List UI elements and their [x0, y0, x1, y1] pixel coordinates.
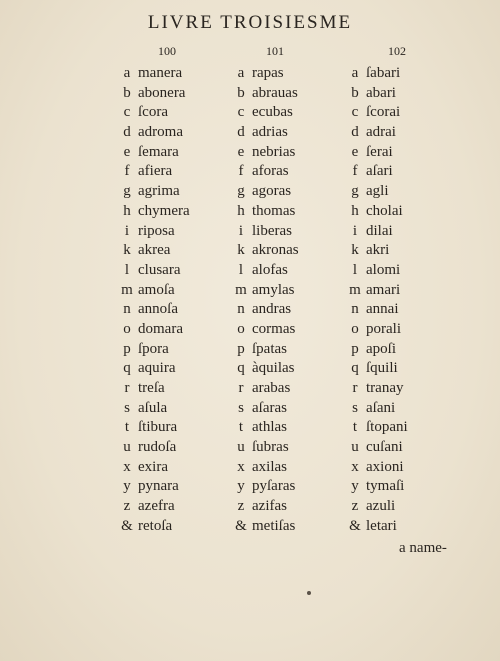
- entry-letter: c: [123, 104, 131, 121]
- entry-word: pynara: [138, 478, 179, 495]
- entry-word: alofas: [252, 261, 288, 278]
- entry-row: [120, 300, 190, 320]
- entry-letter: l: [238, 261, 244, 278]
- entry-row: [348, 84, 408, 104]
- entry-word: tranay: [366, 380, 404, 396]
- entry-word: aſula: [138, 399, 168, 416]
- entry-word: manera: [138, 65, 183, 81]
- entry-letter: &: [235, 517, 247, 534]
- entry-row: [120, 497, 190, 517]
- entry-word: ſpatas: [252, 340, 287, 357]
- entry-word: thomas: [252, 202, 296, 219]
- entry-row: [348, 103, 408, 123]
- entry-word: chymera: [138, 202, 190, 219]
- entry-row: [234, 241, 299, 261]
- entry-letter: q: [123, 360, 131, 377]
- entry-word: ſemara: [138, 143, 179, 160]
- entry-letter: b: [237, 84, 245, 101]
- entry-letter: r: [124, 380, 130, 396]
- entry-row: [120, 477, 190, 497]
- entry-letter: s: [238, 399, 244, 416]
- entry-letter: y: [351, 478, 359, 495]
- entry-word: ſtibura: [138, 419, 178, 436]
- entry-row: [120, 162, 190, 182]
- entry-letter: e: [123, 143, 131, 160]
- entry-word: abrauas: [252, 84, 298, 101]
- entry-word: apoſi: [366, 340, 396, 357]
- entry-letter: k: [351, 242, 359, 259]
- entry-row: [120, 438, 190, 458]
- entry-row: [120, 222, 190, 242]
- entry-letter: m: [235, 281, 247, 298]
- entry-letter: i: [352, 222, 358, 239]
- entry-letter: r: [238, 380, 244, 396]
- entry-word: rapas: [252, 65, 284, 81]
- entry-letter: t: [124, 419, 130, 436]
- entry-row: [348, 300, 408, 320]
- entry-letter: a: [351, 65, 359, 81]
- entry-letter: o: [351, 320, 359, 337]
- entry-row: [234, 320, 299, 340]
- entry-row: [120, 340, 190, 360]
- entry-letter: h: [123, 202, 131, 219]
- entry-letter: n: [237, 301, 245, 318]
- entry-word: pyſaras: [252, 478, 296, 495]
- entry-row: [234, 222, 299, 242]
- entry-word: alomi: [366, 261, 401, 278]
- entry-word: dilai: [366, 222, 393, 239]
- entry-letter: s: [124, 399, 130, 416]
- entry-row: [348, 399, 408, 419]
- entry-letter: x: [237, 458, 245, 475]
- entry-word: adrias: [252, 124, 288, 141]
- entry-letter: b: [351, 84, 359, 101]
- entry-row: [120, 458, 190, 478]
- entry-row: [348, 202, 408, 222]
- entry-letter: p: [123, 340, 131, 357]
- entry-letter: l: [352, 261, 358, 278]
- entry-word: andras: [252, 301, 292, 318]
- entry-row: [234, 202, 299, 222]
- entry-letter: t: [238, 419, 244, 436]
- entry-row: [234, 458, 299, 478]
- entry-row: [120, 399, 190, 419]
- entry-letter: f: [352, 163, 358, 180]
- word-column-102: [348, 64, 408, 537]
- entry-word: arabas: [252, 380, 291, 396]
- entry-letter: h: [351, 202, 359, 219]
- entry-word: ſcorai: [366, 104, 401, 121]
- entry-word: amari: [366, 281, 401, 298]
- entry-letter: z: [123, 498, 131, 515]
- entry-word: athlas: [252, 419, 287, 436]
- running-head: LIVRE TROISIESME: [147, 12, 353, 33]
- entry-letter: h: [237, 202, 245, 219]
- entry-word: porali: [366, 320, 401, 337]
- entry-letter: &: [121, 517, 133, 534]
- entry-row: [234, 84, 299, 104]
- entry-word: akrea: [138, 242, 171, 259]
- entry-word: azuli: [366, 498, 396, 515]
- entry-word: clusara: [138, 261, 181, 278]
- entry-row: [348, 517, 408, 537]
- column-number-100: 100: [158, 44, 176, 58]
- entry-word: ſpora: [138, 340, 169, 357]
- entry-row: [348, 438, 408, 458]
- entry-word: adroma: [138, 124, 183, 141]
- entry-letter: s: [352, 399, 358, 416]
- entry-word: nebrias: [252, 143, 296, 160]
- entry-word: aquira: [138, 360, 176, 377]
- entry-row: [348, 340, 408, 360]
- entry-letter: y: [123, 478, 131, 495]
- entry-word: akri: [366, 242, 390, 259]
- entry-row: [234, 123, 299, 143]
- entry-letter: g: [123, 183, 131, 200]
- entry-word: ecubas: [252, 104, 293, 121]
- entry-row: [348, 320, 408, 340]
- entry-word: treſa: [138, 380, 165, 396]
- entry-row: [234, 477, 299, 497]
- entry-word: adrai: [366, 124, 396, 141]
- entry-row: [120, 64, 190, 84]
- ink-dot: [307, 591, 311, 595]
- entry-row: [348, 497, 408, 517]
- entry-letter: z: [237, 498, 245, 515]
- entry-letter: y: [237, 478, 245, 495]
- entry-letter: a: [123, 65, 131, 81]
- entry-word: metiſas: [252, 517, 296, 534]
- entry-letter: q: [351, 360, 359, 377]
- entry-letter: r: [352, 380, 358, 396]
- entry-letter: n: [123, 301, 131, 318]
- entry-row: [120, 418, 190, 438]
- entry-letter: e: [351, 143, 359, 160]
- entry-row: [348, 162, 408, 182]
- entry-word: aforas: [252, 163, 289, 180]
- entry-word: akronas: [252, 242, 299, 259]
- entry-row: [348, 281, 408, 301]
- entry-row: [348, 123, 408, 143]
- entry-letter: i: [124, 222, 130, 239]
- entry-word: ſerai: [366, 143, 393, 160]
- entry-word: azifas: [252, 498, 287, 515]
- entry-word: cuſani: [366, 439, 403, 456]
- entry-word: aſaras: [252, 399, 287, 416]
- entry-word: annoſa: [138, 301, 178, 318]
- entry-letter: c: [351, 104, 359, 121]
- entry-word: agli: [366, 183, 389, 200]
- entry-row: [234, 64, 299, 84]
- catchword: a name-: [399, 540, 447, 556]
- entry-letter: g: [351, 183, 359, 200]
- entry-row: [120, 359, 190, 379]
- entry-row: [234, 359, 299, 379]
- entry-letter: d: [351, 124, 359, 141]
- entry-row: [348, 261, 408, 281]
- entry-letter: q: [237, 360, 245, 377]
- entry-word: tymaſi: [366, 478, 405, 495]
- entry-word: abonera: [138, 84, 186, 101]
- entry-word: ſubras: [252, 439, 289, 456]
- entry-word: retoſa: [138, 517, 173, 534]
- entry-row: [234, 300, 299, 320]
- column-number-102: 102: [388, 44, 406, 58]
- entry-row: [234, 281, 299, 301]
- entry-row: [348, 182, 408, 202]
- entry-letter: a: [237, 65, 245, 81]
- entry-word: amylas: [252, 281, 295, 298]
- entry-letter: p: [351, 340, 359, 357]
- entry-row: [120, 261, 190, 281]
- entry-letter: u: [123, 439, 131, 456]
- word-column-101: [234, 64, 299, 537]
- entry-word: exira: [138, 458, 168, 475]
- entry-row: [234, 418, 299, 438]
- entry-row: [120, 281, 190, 301]
- entry-word: liberas: [252, 222, 292, 239]
- entry-word: afiera: [138, 163, 173, 180]
- entry-letter: &: [349, 517, 361, 534]
- entry-letter: d: [123, 124, 131, 141]
- entry-word: ſcora: [138, 104, 168, 121]
- entry-letter: d: [237, 124, 245, 141]
- entry-word: rudoſa: [138, 439, 177, 456]
- entry-row: [234, 379, 299, 399]
- entry-word: ſtopani: [366, 419, 408, 436]
- entry-word: abari: [366, 84, 396, 101]
- entry-row: [120, 517, 190, 537]
- word-column-100: [120, 64, 190, 537]
- entry-row: [120, 123, 190, 143]
- entry-word: aſari: [366, 163, 393, 180]
- entry-word: axilas: [252, 458, 287, 475]
- entry-word: azefra: [138, 498, 175, 515]
- entry-letter: z: [351, 498, 359, 515]
- entry-letter: m: [349, 281, 361, 298]
- entry-word: ſabari: [366, 65, 401, 81]
- entry-row: [348, 64, 408, 84]
- entry-letter: g: [237, 183, 245, 200]
- entry-row: [234, 182, 299, 202]
- entry-row: [348, 143, 408, 163]
- entry-letter: i: [238, 222, 244, 239]
- entry-row: [120, 379, 190, 399]
- entry-row: [234, 162, 299, 182]
- entry-letter: u: [351, 439, 359, 456]
- entry-letter: x: [123, 458, 131, 475]
- entry-word: àquilas: [252, 360, 295, 377]
- entry-row: [234, 497, 299, 517]
- column-number-101: 101: [266, 44, 284, 58]
- entry-row: [120, 241, 190, 261]
- entry-letter: m: [121, 281, 133, 298]
- entry-row: [348, 359, 408, 379]
- entry-row: [120, 84, 190, 104]
- entry-letter: e: [237, 143, 245, 160]
- entry-letter: f: [124, 163, 130, 180]
- entry-letter: l: [124, 261, 130, 278]
- entry-word: amoſa: [138, 281, 175, 298]
- entry-letter: c: [237, 104, 245, 121]
- entry-row: [234, 103, 299, 123]
- entry-row: [234, 399, 299, 419]
- entry-letter: o: [237, 320, 245, 337]
- entry-word: aſani: [366, 399, 396, 416]
- entry-word: agoras: [252, 183, 292, 200]
- entry-letter: f: [238, 163, 244, 180]
- entry-row: [348, 222, 408, 242]
- entry-letter: b: [123, 84, 131, 101]
- entry-letter: t: [352, 419, 358, 436]
- entry-row: [234, 438, 299, 458]
- entry-row: [348, 477, 408, 497]
- entry-word: annai: [366, 301, 399, 318]
- entry-word: cormas: [252, 320, 296, 337]
- entry-row: [120, 320, 190, 340]
- entry-word: agrima: [138, 183, 180, 200]
- entry-word: ſquili: [366, 360, 398, 377]
- entry-word: riposa: [138, 222, 175, 239]
- entry-letter: x: [351, 458, 359, 475]
- entry-word: domara: [138, 320, 183, 337]
- entry-letter: p: [237, 340, 245, 357]
- entry-letter: k: [237, 242, 245, 259]
- entry-letter: k: [123, 242, 131, 259]
- entry-row: [120, 143, 190, 163]
- entry-row: [348, 418, 408, 438]
- entry-row: [234, 143, 299, 163]
- entry-letter: o: [123, 320, 131, 337]
- entry-row: [234, 340, 299, 360]
- entry-row: [348, 241, 408, 261]
- entry-row: [120, 103, 190, 123]
- entry-row: [348, 458, 408, 478]
- entry-word: letari: [366, 517, 397, 534]
- entry-word: cholai: [366, 202, 403, 219]
- entry-row: [234, 517, 299, 537]
- entry-letter: n: [351, 301, 359, 318]
- entry-row: [348, 379, 408, 399]
- entry-row: [120, 182, 190, 202]
- entry-row: [234, 261, 299, 281]
- entry-row: [120, 202, 190, 222]
- entry-word: axioni: [366, 458, 404, 475]
- entry-letter: u: [237, 439, 245, 456]
